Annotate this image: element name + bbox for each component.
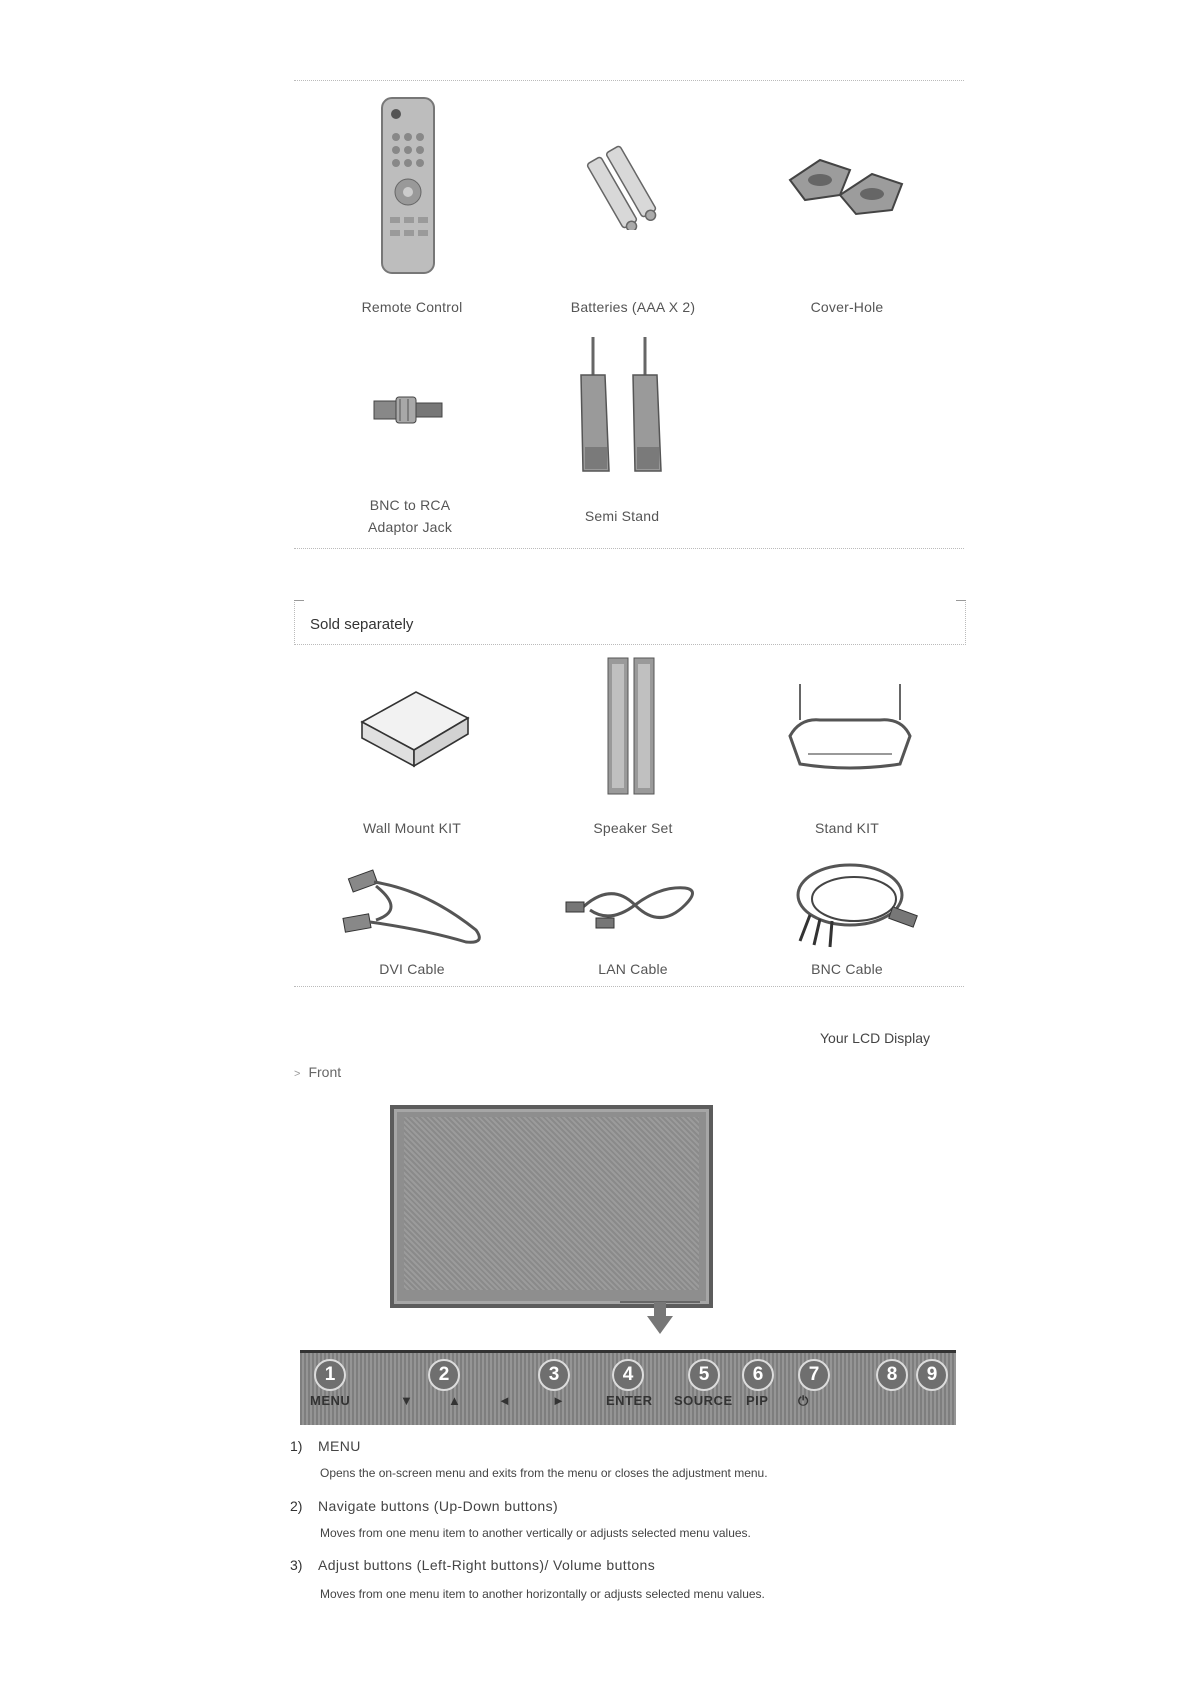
bnc-cable-icon — [780, 855, 930, 950]
lan-cable-caption: LAN Cable — [598, 961, 668, 977]
panel-label-pip: PIP — [746, 1393, 769, 1408]
panel-button-7-icon: 7 — [798, 1359, 830, 1391]
front-section-label — [294, 1064, 341, 1080]
bnc-rca-caption-line2: Adaptor Jack — [367, 519, 453, 535]
panel-button-1-icon: 1 — [314, 1359, 346, 1391]
desc-2-title: Navigate buttons (Up-Down buttons) — [318, 1498, 559, 1514]
included-bottom-divider — [294, 548, 964, 549]
wall-mount-kit-icon — [356, 680, 476, 770]
desc-1-title: MENU — [318, 1438, 361, 1454]
down-arrow-icon — [647, 1302, 673, 1334]
panel-label-enter: ENTER — [606, 1393, 653, 1408]
monitor-screen — [404, 1117, 699, 1290]
front-label-text: Front — [308, 1064, 342, 1080]
desc-3-text: Moves from one menu item to another horizontally or adjusts selected menu values. — [320, 1587, 765, 1601]
semi-stand-icon — [575, 335, 670, 475]
batteries-icon — [580, 140, 670, 230]
cover-hole-icon — [780, 150, 910, 220]
top-divider — [294, 80, 964, 81]
bnc-rca-adaptor-icon — [370, 385, 450, 435]
your-lcd-display-label: Your LCD Display — [820, 1030, 930, 1046]
panel-button-6-icon: 6 — [742, 1359, 774, 1391]
speaker-set-icon — [602, 656, 662, 796]
semi-stand-caption: Semi Stand — [584, 508, 660, 524]
bnc-rca-caption-line1: BNC to RCA — [369, 497, 451, 513]
panel-button-5-icon: 5 — [688, 1359, 720, 1391]
lcd-monitor-front-image — [390, 1105, 713, 1308]
desc-3-number: 3) — [290, 1557, 303, 1573]
panel-button-2-icon: 2 — [428, 1359, 460, 1391]
panel-label-left: ◄ — [498, 1393, 512, 1408]
desc-1-number: 1) — [290, 1438, 303, 1454]
panel-button-3-icon: 3 — [538, 1359, 570, 1391]
desc-2-text: Moves from one menu item to another vertically or adjusts selected menu values. — [320, 1526, 751, 1540]
desc-1-text: Opens the on-screen menu and exits from the menu or closes the adjustment menu. — [320, 1466, 768, 1480]
panel-label-down: ▼ — [400, 1393, 414, 1408]
dvi-cable-caption: DVI Cable — [379, 961, 445, 977]
control-panel-image — [300, 1350, 956, 1425]
stand-kit-icon — [780, 680, 920, 775]
stand-kit-caption: Stand KIT — [814, 820, 880, 836]
bullet-arrow-icon: > — [294, 1068, 301, 1080]
panel-label-source: SOURCE — [674, 1393, 733, 1408]
desc-3-title: Adjust buttons (Left-Right buttons)/ Volume buttons — [318, 1557, 656, 1573]
panel-button-4-icon: 4 — [612, 1359, 644, 1391]
sold-separately-title: Sold separately — [310, 616, 414, 633]
panel-label-power: ⏻ — [798, 1393, 809, 1408]
desc-2-number: 2) — [290, 1498, 303, 1514]
panel-label-right: ► — [552, 1393, 566, 1408]
dvi-cable-icon — [336, 860, 496, 950]
bnc-cable-caption: BNC Cable — [811, 961, 883, 977]
wall-mount-kit-caption: Wall Mount KIT — [363, 820, 461, 836]
remote-control-caption: Remote Control — [361, 299, 463, 315]
sold-separately-bottom-divider — [294, 986, 964, 987]
batteries-caption: Batteries (AAA X 2) — [570, 299, 696, 315]
lan-cable-icon — [560, 870, 710, 940]
speaker-set-caption: Speaker Set — [593, 820, 673, 836]
panel-button-8-icon: 8 — [876, 1359, 908, 1391]
cover-hole-caption: Cover-Hole — [810, 299, 884, 315]
panel-label-menu: MENU — [310, 1393, 351, 1408]
remote-control-icon — [374, 92, 444, 282]
panel-button-9-icon: 9 — [916, 1359, 948, 1391]
panel-label-up: ▲ — [448, 1393, 462, 1408]
